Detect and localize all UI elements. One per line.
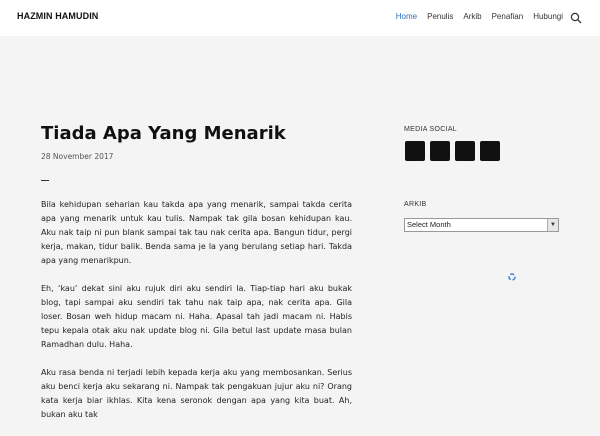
social-link-4[interactable]: [480, 141, 500, 161]
social-link-2[interactable]: [430, 141, 450, 161]
paragraph: Aku rasa benda ni terjadi lebih kepada kerja aku yang membosankan. Serius aku benci kerja aku sekarang ni. Nampak tak pengakuan jujur aku ni? Orang kata kerja biar ikhlas. Kita kena seronok dengan apa yang kita buat. Ah, bukan aku tak: [41, 368, 352, 419]
nav-penulis[interactable]: Penulis: [427, 12, 454, 21]
archive-widget-title: ARKIB: [404, 201, 427, 208]
archive-select[interactable]: [404, 218, 559, 232]
archive-select-value: Select Month: [407, 220, 451, 229]
chevron-down-icon: ▼: [547, 219, 558, 231]
site-title[interactable]: HAZMIN HAMUDIN: [17, 11, 99, 21]
social-widget-title: MEDIA SOCIAL: [404, 126, 458, 133]
post-title[interactable]: Tiada Apa Yang Menarik: [41, 123, 286, 144]
main-nav: [396, 12, 563, 21]
social-links: [405, 141, 500, 161]
social-link-1[interactable]: [405, 141, 425, 161]
paragraph: Bila kehidupan seharian kau takda apa yang menarik, sampai takda cerita apa yang menarik untuk kau tulis. Nampak tak gila bosan kehidupan kau. Aku nak taip ni pun blank sampai tak tau nak cerita apa. Bangun tidur, pergi kerja, makan, tidur balik. Benda sama je la yang berulang setiap hari. Takda apa yang menarikpun.: [41, 200, 352, 265]
loading-icon: [508, 273, 516, 281]
post-content: [41, 198, 352, 436]
nav-arkib[interactable]: Arkib: [463, 12, 482, 21]
post-date: 28 November 2017: [41, 152, 114, 161]
social-link-3[interactable]: [455, 141, 475, 161]
paragraph: Eh, ‘kau’ dekat sini aku rujuk diri aku sendiri la. Tiap-tiap hari aku bukak blog, tapi sampai aku sendiri tak tahu nak taip apa, nak cerita apa. Gila loser. Bosan weh hidup macam ni. Haha. Apasal tah jadi macam ni. Habis tepu kepala otak aku nak update blog ni. Gila betul last update masa bulan Ramadhan dulu. Haha.: [41, 284, 352, 349]
search-icon[interactable]: [570, 12, 582, 24]
nav-penafian[interactable]: Penafian: [491, 12, 524, 21]
nav-home[interactable]: Home: [395, 12, 418, 21]
nav-hubungi[interactable]: Hubungi: [533, 12, 563, 21]
top-bar: [0, 0, 600, 36]
title-separator: [41, 180, 49, 181]
